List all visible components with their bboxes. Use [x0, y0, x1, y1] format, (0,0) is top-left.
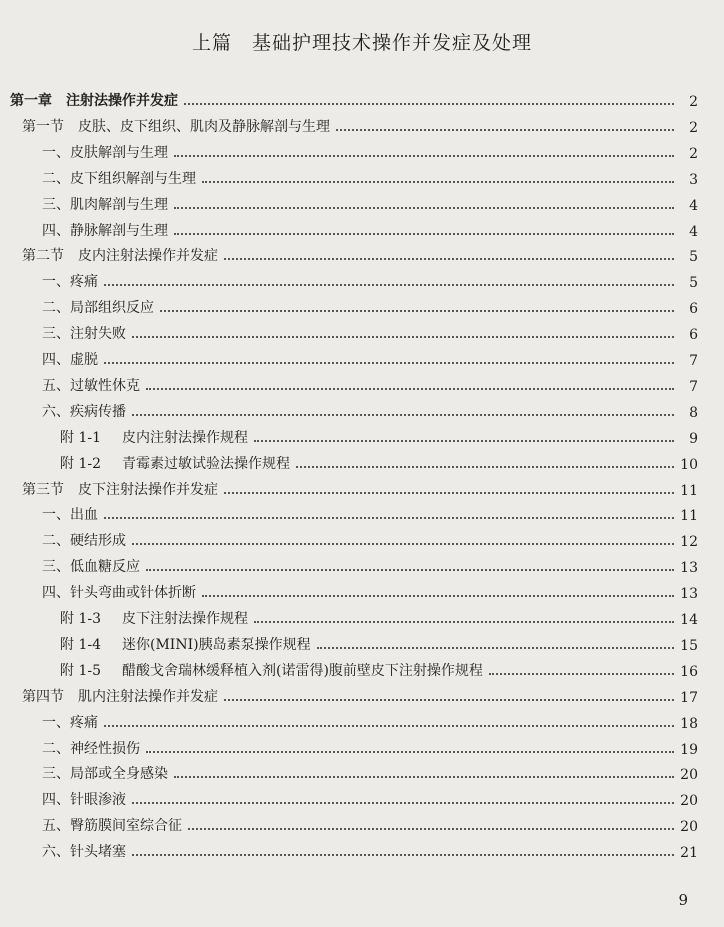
- toc-entry-page: 6: [689, 327, 698, 344]
- dot-leader: [104, 284, 674, 286]
- toc-entry-label: [60, 660, 483, 680]
- toc-entry-appendix: [60, 628, 698, 654]
- dot-leader: [202, 181, 674, 183]
- toc-entry-item: [42, 809, 698, 835]
- dot-leader: [174, 155, 674, 157]
- toc-entry-item: [42, 291, 698, 317]
- dot-leader: [489, 673, 674, 675]
- appendix-title: 皮下注射法操作规程: [122, 611, 248, 627]
- dot-leader: [174, 776, 674, 778]
- toc-entry-page: 11: [680, 508, 698, 525]
- toc-entry-item: [42, 835, 698, 861]
- toc-entry-page: 3: [689, 171, 698, 188]
- toc-entry-item: [42, 188, 698, 214]
- toc-entry-item: [42, 369, 698, 395]
- dot-leader: [188, 828, 674, 830]
- toc-entry-label: 二、皮下组织解剖与生理: [42, 170, 196, 187]
- toc-entry-page: 21: [680, 845, 698, 862]
- toc-entry-page: 2: [689, 119, 698, 136]
- appendix-number: 附 1-4: [60, 636, 101, 653]
- toc-entry-label: 二、神经性损伤: [42, 740, 140, 757]
- page-number: 9: [678, 891, 688, 909]
- toc-entry-label: 第一节 皮肤、皮下组织、肌肉及静脉解剖与生理: [22, 118, 330, 135]
- toc-entry-appendix: [60, 421, 698, 447]
- toc-entry-label: [60, 608, 248, 628]
- toc-entry-label: 第一章 注射法操作并发症: [10, 93, 178, 109]
- toc-entry-label: 三、局部或全身感染: [42, 766, 168, 783]
- toc-entry-page: 18: [680, 715, 698, 732]
- appendix-title: 迷你(MINI)胰岛素泵操作规程: [122, 636, 311, 653]
- toc-entry-page: 17: [680, 689, 698, 706]
- dot-leader: [174, 207, 674, 209]
- toc-entry-chapter: [10, 84, 698, 110]
- toc-entry-page: 20: [680, 767, 698, 784]
- toc-entry-page: 2: [689, 145, 698, 162]
- toc-entry-label: [60, 453, 290, 473]
- toc-entry-page: 10: [680, 456, 698, 473]
- toc-entry-section: [22, 473, 698, 499]
- toc-entry-page: 19: [680, 741, 698, 758]
- toc-entry-label: 第二节 皮内注射法操作并发症: [22, 248, 218, 265]
- dot-leader: [224, 258, 674, 260]
- toc-entry-page: 4: [689, 223, 698, 240]
- toc-entry-page: 2: [689, 94, 698, 110]
- toc-entry-label: 三、低血糖反应: [42, 559, 140, 576]
- toc-entry-item: [42, 550, 698, 576]
- toc-entry-page: 8: [689, 404, 698, 421]
- dot-leader: [104, 725, 674, 727]
- toc-entry-label: 二、硬结形成: [42, 533, 126, 550]
- toc-entry-item: [42, 732, 698, 758]
- dot-leader: [104, 362, 674, 364]
- toc-entry-appendix: [60, 602, 698, 628]
- appendix-title: 青霉素过敏试验法操作规程: [122, 455, 290, 472]
- toc-entry-label: 一、疼痛: [42, 714, 98, 731]
- toc-entry-page: 20: [680, 793, 698, 810]
- toc-entry-label: 第三节 皮下注射法操作并发症: [22, 481, 218, 498]
- toc-entry-page: 5: [689, 249, 698, 266]
- dot-leader: [146, 388, 674, 390]
- toc-entry-label: 一、皮肤解剖与生理: [42, 144, 168, 161]
- toc-entry-item: [42, 524, 698, 550]
- toc-entry-page: 12: [680, 534, 698, 551]
- toc-entry-label: 一、疼痛: [42, 274, 98, 291]
- toc-entry-page: 15: [680, 637, 698, 654]
- toc-entry-label: 五、臀筋膜间室综合征: [42, 818, 182, 835]
- toc-entry-appendix: [60, 654, 698, 680]
- toc-entry-page: 9: [689, 430, 698, 447]
- toc-entry-label: [60, 634, 311, 654]
- dot-leader: [132, 543, 674, 545]
- toc-entry-label: 三、注射失败: [42, 326, 126, 343]
- toc-entry-item: [42, 265, 698, 291]
- dot-leader: [224, 699, 674, 701]
- dot-leader: [184, 103, 674, 105]
- toc-entry-page: 13: [680, 560, 698, 577]
- toc-entry-label: 四、虚脱: [42, 352, 98, 368]
- toc-entry-item: [42, 498, 698, 524]
- dot-leader: [132, 854, 674, 856]
- toc-entry-label: 第四节 肌内注射法操作并发症: [22, 688, 218, 705]
- appendix-number: 附 1-5: [60, 662, 101, 679]
- toc-entry-item: [42, 576, 698, 602]
- toc-entry-label: 六、针头堵塞: [42, 844, 126, 861]
- toc-entry-page: 14: [680, 612, 698, 628]
- dot-leader: [132, 336, 674, 338]
- toc-entry-item: [42, 136, 698, 162]
- toc-entry-item: [42, 162, 698, 188]
- dot-leader: [296, 466, 674, 468]
- appendix-number: 附 1-1: [60, 429, 101, 446]
- toc-entry-label: 四、针头弯曲或针体折断: [42, 585, 196, 602]
- toc-entry-label: 四、针眼渗液: [42, 792, 126, 809]
- dot-leader: [317, 647, 674, 649]
- dot-leader: [146, 569, 674, 571]
- toc-entry-item: [42, 757, 698, 783]
- appendix-title: 醋酸戈舍瑞林缓释植入剂(诺雷得)腹前壁皮下注射操作规程: [122, 662, 483, 679]
- toc-entry-section: [22, 239, 698, 265]
- toc-entry-appendix: [60, 447, 698, 473]
- dot-leader: [146, 751, 674, 753]
- toc-entry-item: [42, 343, 698, 369]
- toc-entry-item: [42, 214, 698, 240]
- dot-leader: [132, 802, 674, 804]
- appendix-title: 皮内注射法操作规程: [122, 429, 248, 446]
- toc-entry-item: [42, 317, 698, 343]
- toc-entry-page: 16: [680, 663, 698, 680]
- appendix-number: 附 1-2: [60, 455, 101, 472]
- toc-entry-page: 7: [689, 353, 698, 369]
- dot-leader: [104, 517, 674, 519]
- toc-entry-page: 5: [689, 275, 698, 292]
- toc-entry-label: 六、疾病传播: [42, 403, 126, 420]
- dot-leader: [132, 414, 674, 416]
- toc-entry-page: 20: [680, 819, 698, 836]
- toc-entry-item: [42, 783, 698, 809]
- toc-entry-page: 6: [689, 301, 698, 318]
- toc-entry-item: [42, 395, 698, 421]
- dot-leader: [174, 233, 674, 235]
- dot-leader: [160, 310, 674, 312]
- dot-leader: [202, 595, 674, 597]
- toc-entry-label: 二、局部组织反应: [42, 300, 154, 317]
- toc-entry-page: 7: [689, 378, 698, 395]
- dot-leader: [336, 129, 674, 131]
- dot-leader: [224, 492, 674, 494]
- toc-entry-item: [42, 706, 698, 732]
- toc-entry-page: 11: [680, 482, 698, 499]
- toc-entry-label: 五、过敏性休克: [42, 377, 140, 394]
- toc-entry-page: 4: [689, 197, 698, 214]
- toc-entry-section: [22, 680, 698, 706]
- dot-leader: [254, 440, 674, 442]
- toc-entry-page: 13: [680, 586, 698, 603]
- toc-entry-label: [60, 427, 248, 447]
- toc-entry-label: 一、出血: [42, 507, 98, 524]
- toc-entry-label: 四、静脉解剖与生理: [42, 222, 168, 239]
- part-title: 上篇 基础护理技术操作并发症及处理: [191, 32, 532, 54]
- dot-leader: [254, 621, 674, 623]
- toc-entry-label: 三、肌肉解剖与生理: [42, 196, 168, 213]
- toc-entry-section: [22, 110, 698, 136]
- appendix-number: 附 1-3: [60, 611, 101, 627]
